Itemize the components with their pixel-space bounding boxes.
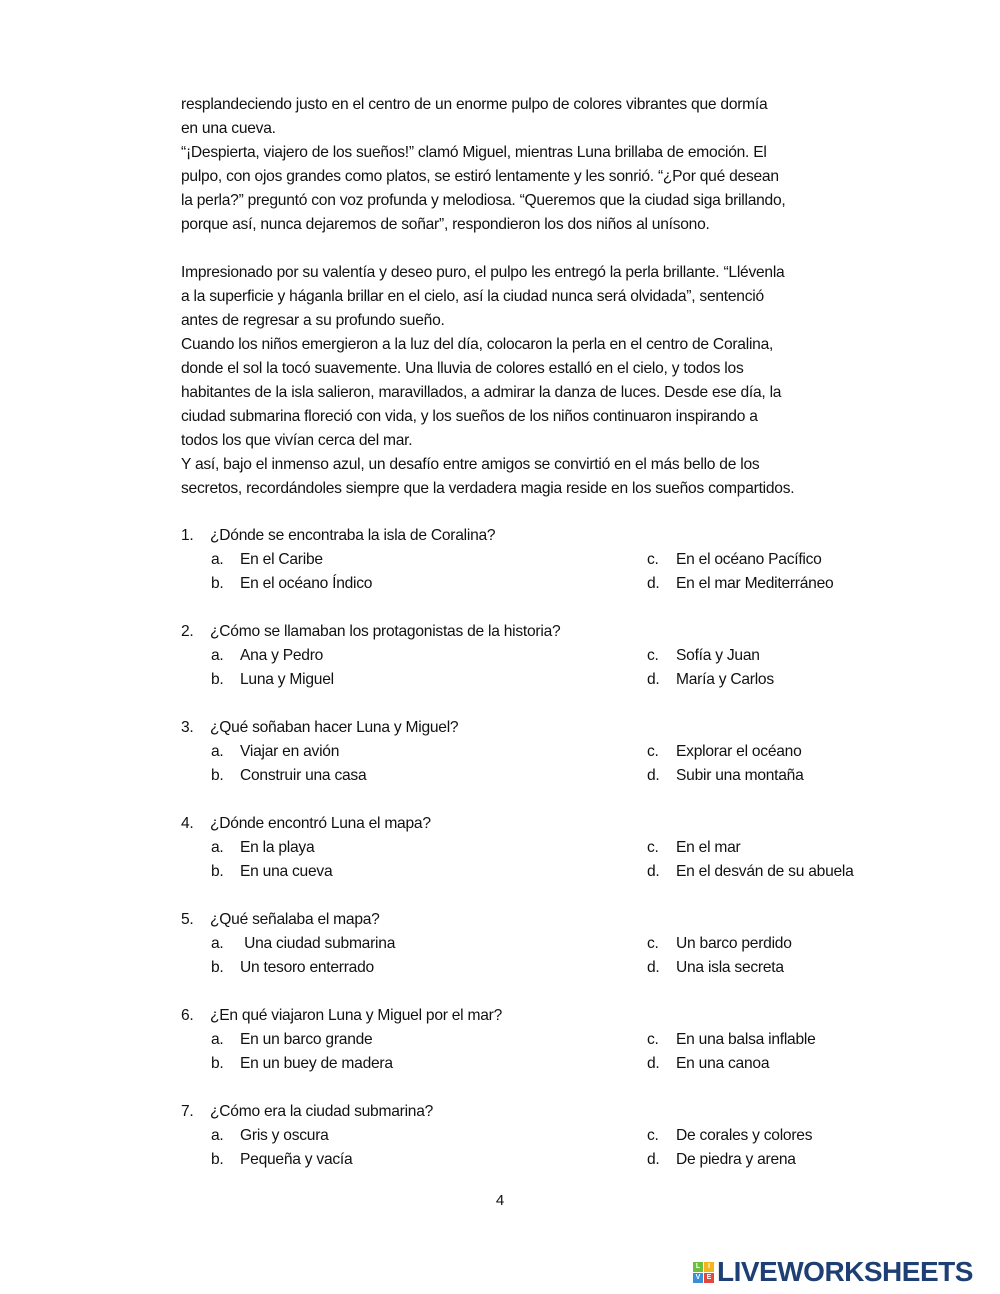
question-text: ¿Cómo se llamaban los protagonistas de la historia? — [210, 623, 561, 640]
story-line: antes de regresar a su profundo sueño. — [181, 312, 445, 329]
option-d[interactable]: De piedra y arena — [676, 1151, 796, 1168]
question-text: ¿Qué soñaban hacer Luna y Miguel? — [210, 719, 459, 736]
option-c[interactable]: Un barco perdido — [676, 935, 792, 952]
option-b[interactable]: En una cueva — [240, 863, 333, 880]
option-letter: c. — [647, 551, 659, 568]
option-letter: d. — [647, 767, 660, 784]
option-a[interactable]: En la playa — [240, 839, 315, 856]
option-c[interactable]: En una balsa inflable — [676, 1031, 816, 1048]
option-letter: d. — [647, 1055, 660, 1072]
story-line: Cuando los niños emergieron a la luz del día, colocaron la perla en el centro de Coralina, — [181, 336, 774, 353]
question-text: ¿Dónde se encontraba la isla de Coralina? — [210, 527, 496, 544]
option-letter: c. — [647, 1127, 659, 1144]
option-letter: d. — [647, 1151, 660, 1168]
question-number: 1. — [181, 527, 194, 544]
option-a[interactable]: Gris y oscura — [240, 1127, 329, 1144]
story-line: la perla?” preguntó con voz profunda y melodiosa. “Queremos que la ciudad siga brillando, — [181, 192, 786, 209]
option-letter: a. — [211, 1127, 224, 1144]
option-letter: c. — [647, 839, 659, 856]
logo-text: LIVEWORKSHEETS — [717, 1256, 973, 1287]
story-line: “¡Despierta, viajero de los sueños!” clamó Miguel, mientras Luna brillaba de emoción. El — [181, 144, 767, 161]
option-b[interactable]: En un buey de madera — [240, 1055, 393, 1072]
question-text: ¿En qué viajaron Luna y Miguel por el mar? — [210, 1007, 503, 1024]
option-c[interactable]: En el océano Pacífico — [676, 551, 822, 568]
option-letter: b. — [211, 671, 224, 688]
question-number: 6. — [181, 1007, 194, 1024]
option-letter: d. — [647, 959, 660, 976]
logo-block: E — [704, 1273, 714, 1283]
question-number: 2. — [181, 623, 194, 640]
option-letter: b. — [211, 575, 224, 592]
story-line: porque así, nunca dejaremos de soñar”, respondieron los dos niños al unísono. — [181, 216, 710, 233]
option-letter: b. — [211, 863, 224, 880]
option-a[interactable]: En un barco grande — [240, 1031, 373, 1048]
story-line: donde el sol la tocó suavemente. Una lluvia de colores estalló en el cielo, y todos los — [181, 360, 744, 377]
option-a[interactable]: Ana y Pedro — [240, 647, 324, 664]
logo-block: I — [704, 1262, 714, 1272]
option-c[interactable]: De corales y colores — [676, 1127, 813, 1144]
option-b[interactable]: Un tesoro enterrado — [240, 959, 374, 976]
question-number: 5. — [181, 911, 194, 928]
option-d[interactable]: Subir una montaña — [676, 767, 804, 784]
story-line: secretos, recordándoles siempre que la verdadera magia reside en los sueños compartidos. — [181, 480, 795, 497]
story-line: en una cueva. — [181, 120, 276, 137]
option-letter: c. — [647, 743, 659, 760]
option-letter: b. — [211, 767, 224, 784]
option-letter: a. — [211, 1031, 224, 1048]
story-line: resplandeciendo justo en el centro de un enorme pulpo de colores vibrantes que dormía — [181, 96, 768, 113]
option-c[interactable]: En el mar — [676, 839, 741, 856]
option-letter: a. — [211, 743, 224, 760]
option-letter: d. — [647, 863, 660, 880]
story-line: todos los que vivían cerca del mar. — [181, 432, 413, 449]
logo-blocks-icon — [693, 1262, 714, 1283]
story-line: a la superficie y háganla brillar en el cielo, así la ciudad nunca será olvidada”, sentenció — [181, 288, 764, 305]
option-letter: c. — [647, 647, 659, 664]
story-line: ciudad submarina floreció con vida, y los sueños de los niños continuaron inspirando a — [181, 408, 758, 425]
story-line: pulpo, con ojos grandes como platos, se estiró lentamente y les sonrió. “¿Por qué desean — [181, 168, 779, 185]
logo-block: V — [693, 1273, 703, 1283]
option-d[interactable]: En una canoa — [676, 1055, 770, 1072]
option-d[interactable]: Una isla secreta — [676, 959, 784, 976]
option-c[interactable]: Explorar el océano — [676, 743, 802, 760]
option-letter: c. — [647, 935, 659, 952]
page-number: 4 — [495, 1192, 505, 1209]
option-a[interactable]: Una ciudad submarina — [240, 935, 396, 952]
question-number: 4. — [181, 815, 194, 832]
option-letter: a. — [211, 935, 224, 952]
option-letter: b. — [211, 1055, 224, 1072]
option-letter: b. — [211, 1151, 224, 1168]
question-number: 3. — [181, 719, 194, 736]
liveworksheets-logo — [693, 1256, 973, 1288]
story-line: Y así, bajo el inmenso azul, un desafío entre amigos se convirtió en el más bello de los — [181, 456, 760, 473]
option-a[interactable]: En el Caribe — [240, 551, 323, 568]
story-line: habitantes de la isla salieron, maravillados, a admirar la danza de luces. Desde ese día, la — [181, 384, 782, 401]
logo-block: L — [693, 1262, 703, 1272]
question-text: ¿Dónde encontró Luna el mapa? — [210, 815, 431, 832]
option-d[interactable]: En el mar Mediterráneo — [676, 575, 834, 592]
option-b[interactable]: Luna y Miguel — [240, 671, 334, 688]
option-letter: b. — [211, 959, 224, 976]
option-b[interactable]: En el océano Índico — [240, 575, 373, 592]
option-letter: a. — [211, 839, 224, 856]
option-b[interactable]: Construir una casa — [240, 767, 367, 784]
option-letter: c. — [647, 1031, 659, 1048]
option-a[interactable]: Viajar en avión — [240, 743, 340, 760]
option-c[interactable]: Sofía y Juan — [676, 647, 760, 664]
story-line: Impresionado por su valentía y deseo puro, el pulpo les entregó la perla brillante. “Llévenla — [181, 264, 785, 281]
option-d[interactable]: María y Carlos — [676, 671, 774, 688]
question-number: 7. — [181, 1103, 194, 1120]
option-letter: a. — [211, 647, 224, 664]
option-letter: a. — [211, 551, 224, 568]
option-d[interactable]: En el desván de su abuela — [676, 863, 854, 880]
option-letter: d. — [647, 671, 660, 688]
question-text: ¿Cómo era la ciudad submarina? — [210, 1103, 434, 1120]
question-text: ¿Qué señalaba el mapa? — [210, 911, 380, 928]
option-letter: d. — [647, 575, 660, 592]
option-b[interactable]: Pequeña y vacía — [240, 1151, 353, 1168]
